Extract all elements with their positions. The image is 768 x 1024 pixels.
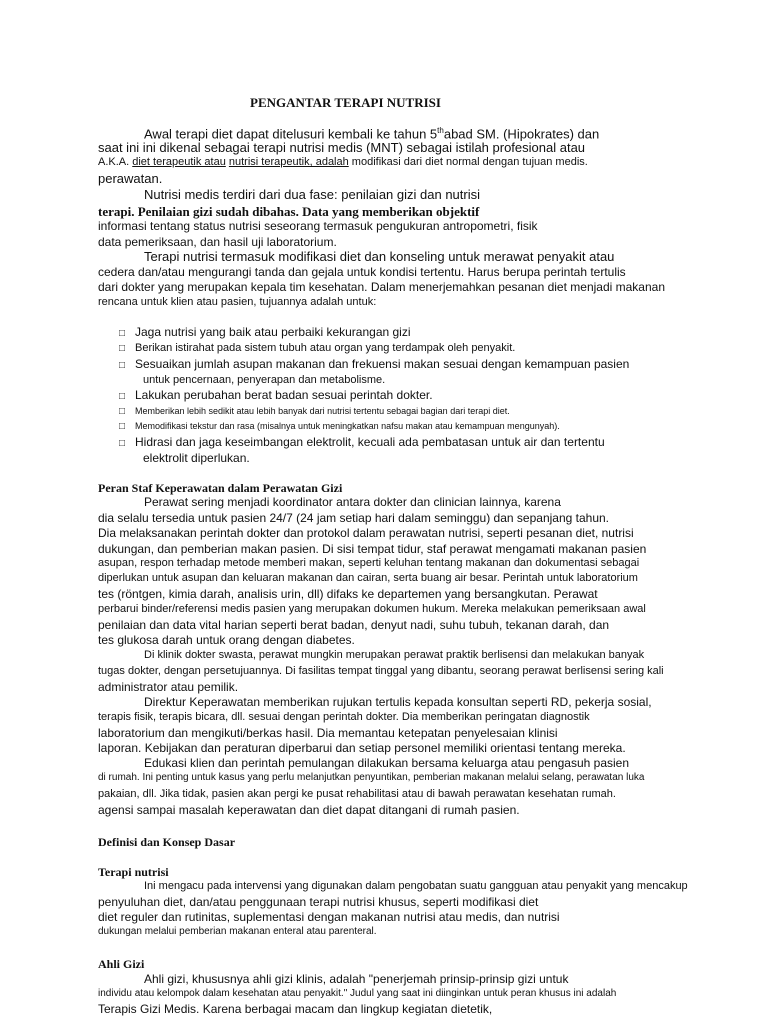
intro-line-9: Terapi nutrisi termasuk modifikasi diet dan konseling untuk merawat penyakit atau — [144, 249, 615, 264]
terapi-line-2: penyuluhan diet, dan/atau penggunaan terapi nutrisi khusus, seperti modifikasi diet — [98, 895, 539, 909]
bullet-3: □ Sesuaikan jumlah asupan makanan dan frekuensi makan sesuai dengan kemampuan pasien — [119, 358, 629, 371]
bullet-4: □ Lakukan perubahan berat badan sesuai perintah dokter. — [119, 389, 433, 402]
terapi-line-4: dukungan melalui pemberian makanan enteral atau parenteral. — [98, 926, 377, 937]
intro-line-12: rencana untuk klien atau pasien, tujuannya adalah untuk: — [98, 296, 377, 308]
peran-line-5: asupan, respon terhadap metode memberi makan, seperti keluhan tentang makanan dan dokumentasi sebagai — [98, 557, 640, 569]
intro-line-4: perawatan. — [98, 171, 163, 186]
peran-line-17: laporan. Kebijakan dan peraturan diperbarui dan setiap personel memiliki orientasi tentang mereka. — [98, 741, 626, 755]
peran-line-10: tes glukosa darah untuk orang dengan diabetes. — [98, 633, 355, 647]
intro-line-7: informasi tentang status nutrisi seseorang termasuk pengukuran antropometri, fisik — [98, 219, 538, 233]
peran-line-7: tes (röntgen, kimia darah, analisis urin, dll) difaks ke departemen yang bersangkutan. Perawat — [98, 587, 598, 601]
peran-line-18: Edukasi klien dan perintah pemulangan dilakukan bersama keluarga atau pengasuh pasien — [144, 756, 630, 770]
ahli-line-3: Terapis Gizi Medis. Karena berbagai macam dan lingkup kegiatan dietetik, — [98, 1002, 493, 1016]
peran-line-3: Dia melaksanakan perintah dokter dan protokol dalam perawatan nutrisi, seperti pesanan diet, nutrisi — [98, 526, 634, 540]
ahli-line-1: Ahli gizi, khususnya ahli gizi klinis, adalah "penerjemah prinsip-prinsip gizi untuk — [144, 972, 569, 986]
intro-line-1: Awal terapi diet dapat ditelusuri kembali ke tahun 5thabad SM. (Hipokrates) dan — [144, 126, 600, 142]
bullet-3-continued: untuk pencernaan, penyerapan dan metabolisme. — [143, 374, 386, 386]
subheading-ahli-gizi: Ahli Gizi — [98, 957, 145, 971]
bullet-5: □ Memberikan lebih sedikit atau lebih banyak dari nutrisi tertentu sebagai bagian dari terapi diet. — [119, 407, 510, 417]
intro-line-6: terapi. Penilaian gizi sudah dibahas. Data yang memberikan objektif — [98, 204, 480, 219]
peran-line-21: agensi sampai masalah keperawatan dan diet dapat ditangani di rumah pasien. — [98, 803, 520, 817]
intro-line-11: dari dokter yang merupakan kepala tim kesehatan. Dalam menerjemahkan pesanan diet menjadi makanan — [98, 280, 665, 294]
intro-line-10: cedera dan/atau mengurangi tanda dan gejala untuk kondisi tertentu. Harus berupa perintah tertulis — [98, 265, 626, 279]
bullet-6: □ Memodifikasi tekstur dan rasa (misalnya untuk meningkatkan nafsu makan atau kemampuan mengunyah). — [119, 422, 560, 432]
peran-line-2: dia selalu tersedia untuk pasien 24/7 (24 jam setiap hari dalam seminggu) dan sepanjang tahun. — [98, 511, 609, 525]
intro-line-2: saat ini ini dikenal sebagai terapi nutrisi medis (MNT) sebagai istilah profesional atau — [98, 140, 586, 155]
bullet-7: □ Hidrasi dan jaga keseimbangan elektrolit, kecuali ada pembatasan untuk air dan tertentu — [119, 436, 605, 449]
peran-line-13: administrator atau pemilik. — [98, 680, 239, 694]
peran-line-1: Perawat sering menjadi koordinator antara dokter dan clinician lainnya, karena — [144, 495, 561, 509]
ahli-line-2: individu atau kelompok dalam kesehatan atau penyakit." Judul yang saat ini diinginkan untuk peran khusus ini adalah — [98, 988, 617, 999]
section-heading-definisi: Definisi dan Konsep Dasar — [98, 835, 236, 849]
section-heading-peran: Peran Staf Keperawatan dalam Perawatan Gizi — [98, 481, 343, 495]
terapi-line-1: Ini mengacu pada intervensi yang digunakan dalam pengobatan suatu gangguan atau penyakit yang mencakup — [144, 880, 688, 892]
peran-line-4: dukungan, dan pemberian makan pasien. Di sisi tempat tidur, staf perawat mengamati makanan pasien — [98, 542, 647, 556]
peran-line-15: terapis fisik, terapis bicara, dll. sesuai dengan perintah dokter. Dia memberikan peringatan diagnostik — [98, 711, 590, 723]
peran-line-14: Direktur Keperawatan memberikan rujukan tertulis kepada konsultan seperti RD, pekerja sosial, — [144, 695, 652, 709]
peran-line-8: perbarui binder/referensi medis pasien yang merupakan dokumen hukum. Mereka melakukan pemeriksaan awal — [98, 603, 646, 615]
peran-line-16: laboratorium dan mengikuti/berkas hasil. Dia memantau ketepatan penyelesaian klinisi — [98, 726, 558, 740]
intro-line-5: Nutrisi medis terdiri dari dua fase: penilaian gizi dan nutrisi — [144, 187, 480, 202]
peran-line-6: diperlukan untuk asupan dan keluaran makanan dan cairan, serta buang air besar. Perintah untuk laboratorium — [98, 572, 638, 584]
bullet-7-continued: elektrolit diperlukan. — [143, 451, 250, 465]
bullet-1: □ Jaga nutrisi yang baik atau perbaiki kekurangan gizi — [119, 326, 411, 339]
bullet-2: □ Berikan istirahat pada sistem tubuh atau organ yang terdampak oleh penyakit. — [119, 343, 515, 354]
terapi-line-3: diet reguler dan rutinitas, suplementasi dengan makanan nutrisi atau medis, dan nutrisi — [98, 910, 560, 924]
subheading-terapi-nutrisi: Terapi nutrisi — [98, 865, 169, 879]
peran-line-19: di rumah. Ini penting untuk kasus yang perlu melanjutkan penyuntikan, pemberian makanan melalui selang, perawatan luka — [98, 772, 645, 783]
peran-line-20: pakaian, dll. Jika tidak, pasien akan pergi ke pusat rehabilitasi atau di bawah perawatan kesehatan rumah. — [98, 788, 616, 800]
page-title: PENGANTAR TERAPI NUTRISI — [250, 95, 441, 110]
intro-line-8: data pemeriksaan, dan hasil uji laboratorium. — [98, 235, 337, 249]
peran-line-12: tugas dokter, dengan persetujuannya. Di fasilitas tempat tinggal yang dibantu, seorang perawat berlisensi sering kali — [98, 665, 664, 677]
peran-line-9: penilaian dan data vital harian seperti berat badan, denyut nadi, suhu tubuh, tekanan darah, dan — [98, 618, 610, 632]
peran-line-11: Di klinik dokter swasta, perawat mungkin merupakan perawat praktik berlisensi dan melakukan banyak — [144, 649, 645, 661]
intro-line-3: A.K.A. diet terapeutik atau nutrisi terapeutik, adalah modifikasi dari diet normal dengan tujuan medis. — [98, 156, 588, 168]
